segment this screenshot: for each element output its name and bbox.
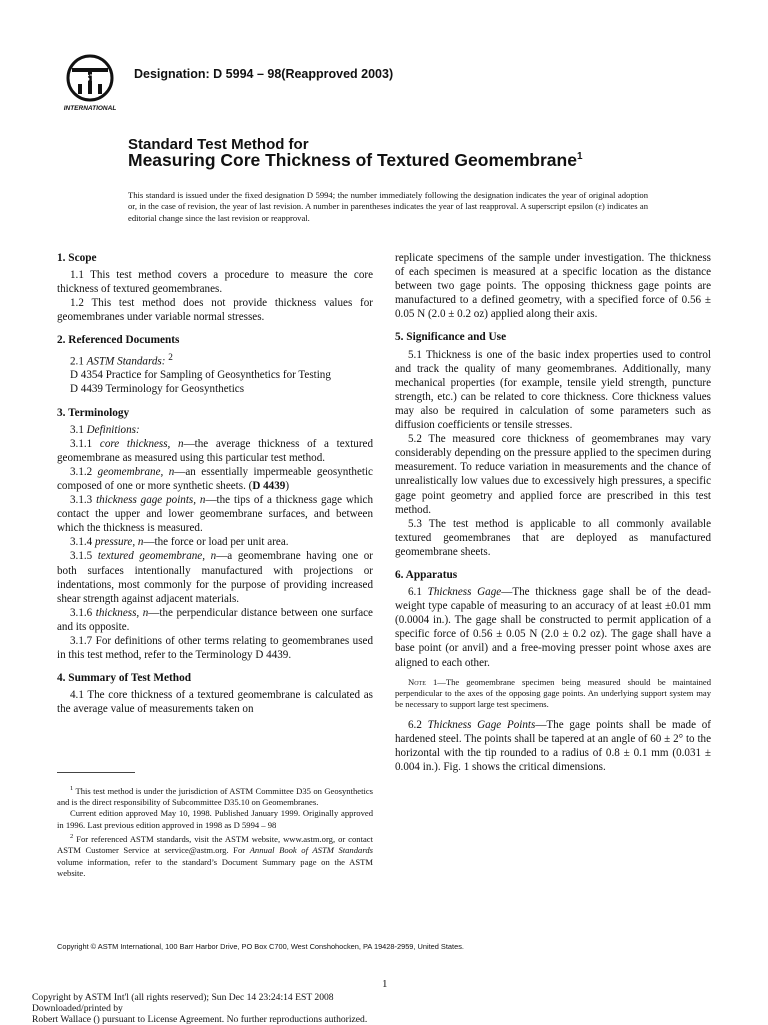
logo-text-bottom: INTERNATIONAL <box>63 105 117 112</box>
para-number: 3.1.5 <box>70 550 93 563</box>
left-column <box>57 251 373 717</box>
term: thickness, n <box>95 606 149 619</box>
para-number: 3.1.3 <box>70 494 93 507</box>
footnote-text: For referenced ASTM standards, visit the ASTM website, www.astm.org, or contact ASTM Customer Service at service@astm.org. For <box>57 833 373 856</box>
footnote-1-edition: Current edition approved May 10, 1998. Published January 1999. Originally approved in 1996. Last previous edition approved in 1998 as D 5994 – 98 <box>57 808 373 830</box>
logo-text-top: ASTM <box>77 73 103 83</box>
footnote-ref: 2 <box>168 352 173 363</box>
book-title: Annual Book of ASTM Standards <box>249 845 373 856</box>
section-4-heading: 4. Summary of Test Method <box>57 672 191 685</box>
term: pressure, n <box>94 536 144 549</box>
term: core thickness, n <box>99 437 184 450</box>
title-footnote-ref: 1 <box>576 151 583 163</box>
definition-textured-geomembrane <box>57 549 373 605</box>
para-4-1: 4.1 The core thickness of a textured geomembrane is calculated as the average value of measurements taken on <box>57 689 373 716</box>
definition-text: —the average thickness of a textured geomembrane as measured using this particular test method. <box>57 437 373 464</box>
section-3-heading: 3. Terminology <box>57 406 130 419</box>
term: textured geomembrane, n <box>97 550 217 563</box>
term: thickness gage points, n <box>96 494 206 507</box>
section-2-heading: 2. Referenced Documents <box>57 334 180 347</box>
footnote-text: volume information, refer to the standard’s Document Summary page on the ASTM website. <box>57 856 373 878</box>
download-info <box>32 992 367 1025</box>
para-number: 3.1 <box>70 423 84 436</box>
para-1-1: 1.1 This test method covers a procedure to measure the core thickness of textured geomembranes. <box>57 269 373 296</box>
note-label: Note <box>408 676 426 687</box>
ref-d4439: D 4439 Terminology for Geosynthetics <box>70 383 245 396</box>
footnote-text: This test method is under the jurisdiction of ASTM Committee D35 on Geosynthetics and is the direct responsibility of Subcommittee D35.10 on Geomembranes. <box>57 785 374 808</box>
definition-text: —an essentially impermeable geosynthetic composed of one or more synthetic sheets. ( <box>57 465 373 492</box>
note-text: 1—The geomembrane specimen being measured should be maintained perpendicular to the axes of the opposing gage points. An underlying support system may be necessary to support large test specimens. <box>395 676 711 710</box>
page-title <box>128 150 583 171</box>
term: geomembrane, n <box>97 465 175 478</box>
footnote-number: 1 <box>70 785 74 792</box>
para-number: 6.2 <box>408 718 422 731</box>
right-column <box>395 251 711 774</box>
para-5-1: 5.1 Thickness is one of the basic index properties used to control and track the quality of many geomembranes. Additionally, many mechanical properties (for example, tensile yield strength, puncture strength, etc.) can be related to core thickness. Core thickness values may also be required in calculation of some parameters such as diffusion coefficients or tensile stresses. <box>395 348 711 432</box>
astm-logo <box>58 50 122 114</box>
para-number: 3.1.1 <box>70 437 93 450</box>
footnote-rule <box>57 772 135 773</box>
para-number: 2.1 <box>70 355 84 368</box>
para-6-1 <box>395 585 711 670</box>
para-6-2 <box>395 718 711 774</box>
download-line-2: Downloaded/printed by <box>32 1003 123 1014</box>
definition-core-thickness <box>57 437 373 465</box>
reference: D 4439 <box>252 480 286 492</box>
download-line-3: Robert Wallace () pursuant to License Agreement. No further reproductions authorized. <box>32 1014 368 1025</box>
para-2-1 <box>57 351 373 369</box>
definition-thickness <box>57 606 373 634</box>
para-3-1-7: 3.1.7 For definitions of other terms relating to geomembranes used in this test method, refer to the Terminology D 4439. <box>57 635 373 662</box>
definition-text: —the tips of a thickness gage which contact the upper and lower geomembrane surfaces, and between which the thickness is measured. <box>57 494 373 535</box>
ref-d4354: D 4354 Practice for Sampling of Geosynthetics for Testing <box>70 369 331 382</box>
title-line-1: Standard Test Method for <box>128 136 309 153</box>
footnote-2 <box>57 831 373 879</box>
title-text: Measuring Core Thickness of Textured Geomembrane <box>128 150 577 170</box>
definition-text: —the force or load per unit area. <box>143 536 289 549</box>
footnote-number: 2 <box>70 833 74 841</box>
definition-text: —a geomembrane having one or both surfaces intentionally manufactured with projections or indentations, most commonly for the purpose of providing increased shear strength against adjacent materials. <box>57 550 373 605</box>
para-5-3: 5.3 The test method is applicable to all commonly available textured geomembranes that are deployed as manufactured geomembrane sheets. <box>395 517 711 558</box>
definition-gage-points <box>57 493 373 535</box>
footnotes <box>57 783 373 879</box>
para-number: 3.1.2 <box>70 465 93 478</box>
paren: ) <box>285 480 290 492</box>
copyright-line: Copyright © ASTM International, 100 Barr Harbor Drive, PO Box C700, West Conshohocken, PA 19428-2959, United States. <box>57 942 464 951</box>
para-text: —The thickness gage shall be of the dead-weight type capable of measuring to an accuracy of at least ±0.01 mm (0.0004 in.). The gage shall be constructed to permit application of a specific force of 0.56 ± 0.05 N (2.0 ± 0.2 oz). The gage shall have a base point (or anvil) and a free-moving presser point whose axes are aligned to each other. <box>395 586 712 669</box>
definition-text: —the perpendicular distance between one surface and its opposite. <box>57 606 373 633</box>
label: ASTM Standards: <box>86 355 166 368</box>
term: Thickness Gage <box>427 586 502 599</box>
note-1 <box>395 677 711 711</box>
label: Definitions: <box>86 423 140 436</box>
para-number: 3.1.6 <box>70 606 93 619</box>
section-6-heading: 6. Apparatus <box>395 568 458 581</box>
page-number: 1 <box>382 978 388 990</box>
para-1-2: 1.2 This test method does not provide thickness values for geomembranes under variable normal stresses. <box>57 297 373 324</box>
definition-pressure <box>57 535 373 549</box>
definition-geomembrane <box>57 465 373 493</box>
para-number: 6.1 <box>408 586 422 599</box>
para-3-1 <box>57 423 373 437</box>
term: Thickness Gage Points <box>427 718 536 731</box>
standard-notice: This standard is issued under the fixed designation D 5994; the number immediately following the designation indicates the year of original adoption or, in the case of revision, the year of last revision. A number in parentheses indicates the year of last reapproval. A superscript epsilon (ε) indicates an editorial change since the last revision or reapproval. <box>128 190 648 223</box>
designation: Designation: D 5994 – 98(Reapproved 2003) <box>134 67 394 81</box>
para-text: —The gage points shall be made of hardened steel. The points shall be tapered at an angle of 60 ± 2° to the horizontal with the tip rounded to a radius of 0.8 ± 0.1 mm (0.031 ± 0.004 in.). Fig. 1 shows the critical dimensions. <box>395 718 711 774</box>
para-5-2: 5.2 The measured core thickness of geomembranes may vary considerably depending on the pressure applied to the specimen during measurement. To reduce variation in measurements and the chance of unrealistically low values due to excessively high pressures, a specific gage point geometry and applied force are prescribed in this test method. <box>395 433 711 516</box>
footnote-1 <box>57 783 373 808</box>
section-5-heading: 5. Significance and Use <box>395 331 507 344</box>
para-number: 3.1.4 <box>70 536 93 549</box>
para-4-1-continued: replicate specimens of the sample under investigation. The thickness of each specimen is measured at a specific location as the distance between two gage points. The opposing thickness gage points are manufactured to a defined geometry, with a specified force of 0.56 ± 0.05 N (2.0 ± 0.2 oz) applied along their axis. <box>395 252 711 321</box>
download-line-1: Copyright by ASTM Int'l (all rights reserved); Sun Dec 14 23:24:14 EST 2008 <box>32 992 334 1003</box>
section-1-heading: 1. Scope <box>57 252 97 264</box>
